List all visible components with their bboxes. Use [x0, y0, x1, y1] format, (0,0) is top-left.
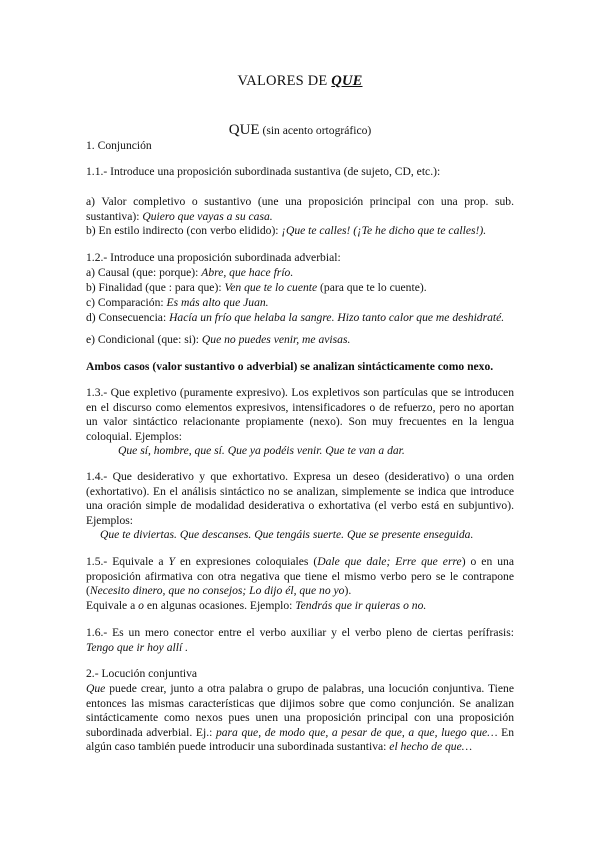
text: Equivale a [86, 599, 139, 612]
subtitle [0, 121, 600, 139]
section-1-3: 1.3.- Que expletivo (puramente expresivo). Los expletivos son partículas que se introducen en el discurso como elementos expresivos, intensificadores o de refuerzo, pero no aportan un valor sintáctico relacionante propiamente (nexo). Son muy frecuentes en la lengua coloquial. Ejemplos: [86, 386, 514, 443]
title-emphasis: QUE [331, 73, 363, 89]
example: Y [168, 555, 175, 568]
section-1-1-a-text: a) Valor completivo o sustantivo (une una proposición principal con una prop. sub. sustantiva): [86, 195, 514, 223]
section-1-4: 1.4.- Que desiderativo y que exhortativo. Expresa un deseo (desiderativo) o una orden (exhortativo). En el análisis sintáctico no se analizan, simplemente se indica que introduce una oración simple de modalidad desiderativa o exhortativa (el verbo está en subjuntivo). Ejemplos: [86, 470, 514, 527]
item-example: Ven que te lo cuente [224, 281, 318, 294]
text: En algún caso también puede introducir una subordinada sustantiva: [86, 725, 514, 754]
text: puede crear, junto a otra palabra o grupo de palabras, una locución conjuntiva. Tiene entonces las mismas características que dijimos sobre que como conjunción. Se analizan sintácticamente como nexos pues unen una proposición principal con una proposición subordinada adverbial. Ej.: [86, 682, 514, 739]
section-1-2-a [86, 266, 514, 281]
section-1-2-intro: 1.2.- Introduce una proposición subordinada adverbial: [86, 251, 341, 264]
section-1-4-example [86, 528, 514, 543]
item-tail: (para que te lo cuente). [317, 281, 427, 294]
section-1-4-example-text: Que te diviertas. Que descanses. Que tengáis suerte. Que se presente enseguida. [100, 528, 474, 541]
example: el hecho de que… [389, 740, 473, 754]
section-1-3-example-text: Que sí, hombre, que sí. Que ya podéis venir. Que te van a dar. [118, 444, 405, 457]
section-1-1-a [86, 195, 514, 224]
example: para que, de modo que, a pesar de que, a que, luego que… [215, 725, 498, 739]
item-text: c) Comparación: [86, 296, 167, 309]
section-1-1-intro: 1.1.- Introduce una proposición subordinada sustantiva (de sujeto, CD, etc.): [86, 165, 441, 178]
item-example: Es más alto que Juan. [166, 296, 269, 309]
section-2-body [86, 682, 514, 755]
bold-note [86, 360, 514, 375]
section-1-5 [86, 555, 514, 599]
example: Tendrás que ir quieras o no. [295, 599, 427, 612]
section-1-heading: 1. Conjunción [86, 139, 152, 152]
text: 1.5.- Equivale a [86, 555, 169, 568]
subtitle-main: QUE [228, 122, 260, 138]
section-1-5-b [86, 599, 514, 614]
text: ). [344, 584, 352, 598]
example: Dale que dale; Erre que erre [317, 555, 462, 568]
text: ) o en una proposición afirmativa con otra negativa que tiene el mismo verbo pero se le contrapone ( [86, 555, 514, 598]
section-1-1-b-example: ¡Que te calles! (¡Te he dicho que te calles!). [281, 224, 487, 237]
section-1-2-d [86, 303, 526, 326]
subtitle-note: (sin acento ortográfico) [259, 124, 372, 137]
section-1-1-b [86, 224, 514, 239]
section-1-3-example [86, 444, 514, 459]
item-text: e) Condicional (que: si): [86, 333, 202, 346]
page-title [0, 73, 600, 90]
title-prefix: VALORES DE [237, 73, 332, 89]
section-1-1-a-example: Quiero que vayas a su casa. [142, 209, 273, 223]
example: Que [86, 682, 106, 695]
item-text: d) Consecuencia: [86, 311, 170, 324]
item-example: Abre, que hace frío. [201, 266, 294, 279]
item-text: a) Causal (que: porque): [86, 266, 202, 279]
section-1-6-text: 1.6.- Es un mero conector entre el verbo auxiliar y el verbo pleno de ciertas perífrasis: [86, 626, 514, 639]
section-1-2-b [86, 281, 514, 296]
section-2-heading: 2.- Locución conjuntiva [86, 667, 198, 680]
item-text: b) Finalidad (que : para que): [86, 281, 225, 294]
example: Necesito dinero, que no consejos; Lo dijo él, que no yo [89, 584, 345, 598]
section-1-6-example: Tengo que ir hoy allí . [86, 640, 188, 654]
section-1-1-b-text: b) En estilo indirecto (con verbo elidido): [86, 224, 282, 237]
text: en expresiones coloquiales ( [175, 555, 318, 568]
item-example: Hacía un frío que helaba la sangre. Hizo tanto calor que me deshidraté. [169, 311, 505, 324]
text: en algunas ocasiones. Ejemplo: [143, 599, 296, 612]
item-example: Que no puedes venir, me avisas. [201, 333, 351, 346]
section-1-6 [86, 626, 514, 655]
bold-note-text: Ambos casos (valor sustantivo o adverbial) se analizan sintácticamente como nexo. [86, 360, 494, 373]
example: o [138, 599, 144, 612]
section-1-2-e [86, 333, 514, 348]
